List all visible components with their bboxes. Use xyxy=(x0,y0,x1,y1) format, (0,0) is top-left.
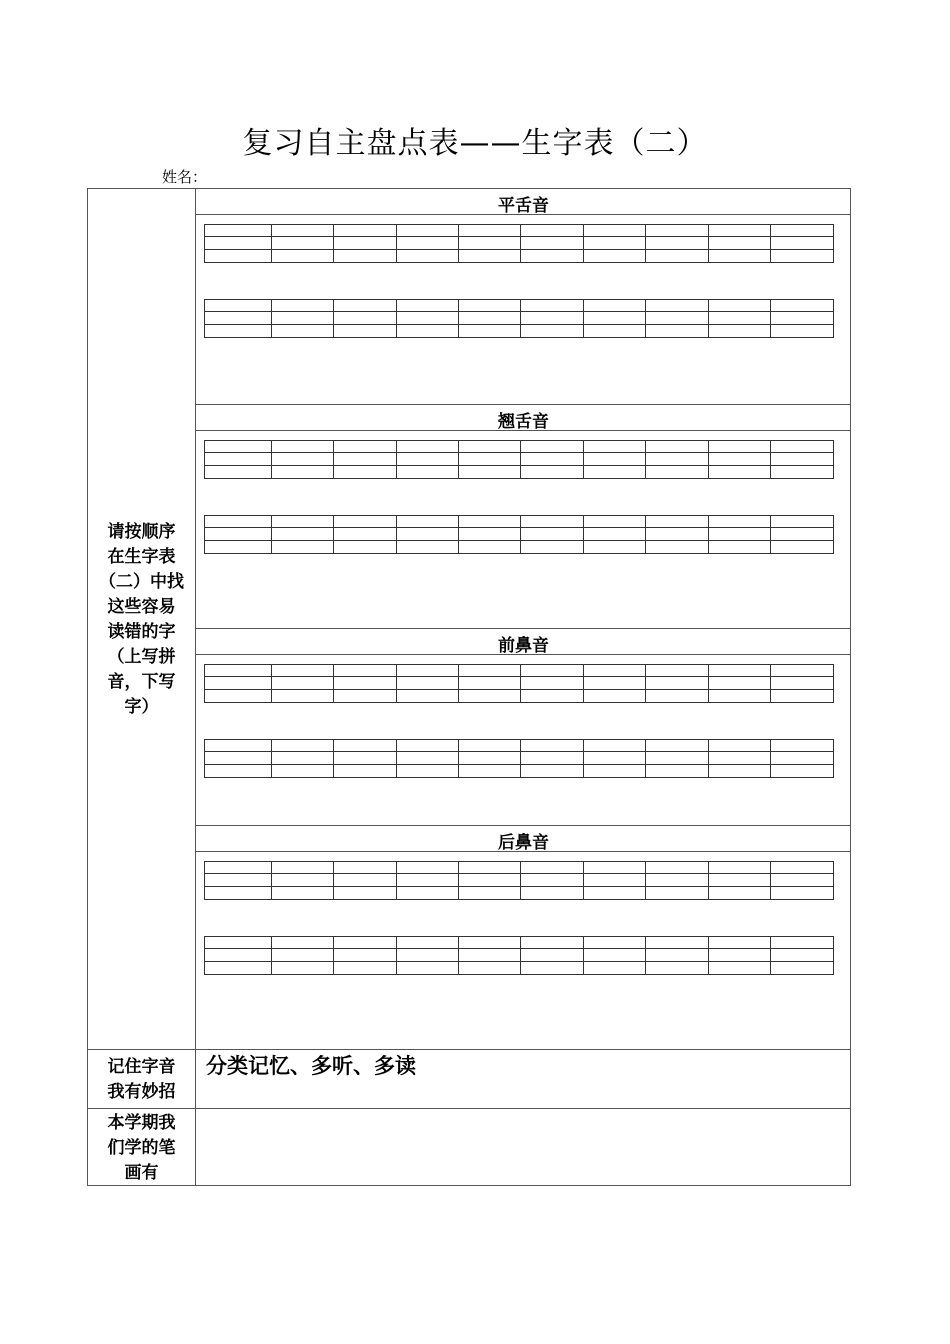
grid-line xyxy=(204,751,834,752)
grid-line xyxy=(204,324,834,325)
grid-line xyxy=(204,515,834,516)
grid-line xyxy=(396,936,397,975)
grid-line xyxy=(520,440,521,479)
grid-line xyxy=(204,311,834,312)
strokes-label-line: 本学期我 xyxy=(107,1113,176,1133)
strokes-label-line: 画有 xyxy=(124,1163,159,1183)
grid-line xyxy=(520,861,521,900)
grid-line xyxy=(833,936,834,975)
section-header-flat-tongue: 平舌音 xyxy=(498,196,549,216)
grid-line xyxy=(204,262,834,263)
grid-line xyxy=(458,224,459,263)
grid-line xyxy=(396,299,397,338)
grid-line xyxy=(204,702,834,703)
instruction-line: 在生字表 xyxy=(107,547,176,567)
strokes-label xyxy=(88,1111,195,1186)
grid-line xyxy=(204,777,834,778)
section-divider xyxy=(195,404,851,405)
grid-line xyxy=(708,515,709,554)
grid-line xyxy=(458,515,459,554)
grid-line xyxy=(396,664,397,703)
grid-line xyxy=(708,299,709,338)
grid-line xyxy=(204,861,834,862)
writing-grid[interactable] xyxy=(204,861,834,900)
grid-line xyxy=(204,961,834,962)
strokes-label-line: 们学的笔 xyxy=(107,1138,176,1158)
grid-line xyxy=(204,553,834,554)
grid-line xyxy=(333,936,334,975)
grid-line xyxy=(458,440,459,479)
grid-line xyxy=(204,689,834,690)
grid-line xyxy=(458,936,459,975)
grid-line xyxy=(708,664,709,703)
grid-line xyxy=(271,440,272,479)
grid-line xyxy=(833,440,834,479)
grid-line xyxy=(204,899,834,900)
grid-line xyxy=(770,664,771,703)
grid-line xyxy=(458,299,459,338)
grid-line xyxy=(770,299,771,338)
grid-line xyxy=(204,739,205,778)
grid-line xyxy=(204,224,834,225)
instruction-line: （上写拼 xyxy=(107,647,176,667)
grid-line xyxy=(770,440,771,479)
section-header-retroflex: 翘舌音 xyxy=(498,412,549,432)
grid-line xyxy=(458,861,459,900)
grid-line xyxy=(396,861,397,900)
grid-line xyxy=(333,299,334,338)
grid-line xyxy=(770,936,771,975)
grid-line xyxy=(583,936,584,975)
name-label: 姓名： xyxy=(162,168,208,186)
instruction-text xyxy=(88,520,195,720)
grid-line xyxy=(204,948,834,949)
grid-line xyxy=(833,515,834,554)
grid-line xyxy=(645,739,646,778)
table-border-right xyxy=(850,188,851,1186)
grid-line xyxy=(520,664,521,703)
writing-grid[interactable] xyxy=(204,515,834,554)
instruction-line: 音，下写 xyxy=(107,672,176,692)
grid-line xyxy=(271,515,272,554)
instruction-line: 读错的字 xyxy=(107,622,176,642)
grid-line xyxy=(583,739,584,778)
grid-line xyxy=(204,452,834,453)
grid-line xyxy=(583,515,584,554)
section-divider xyxy=(195,825,851,826)
grid-line xyxy=(204,224,205,263)
grid-line xyxy=(204,861,205,900)
grid-line xyxy=(396,224,397,263)
grid-line xyxy=(520,739,521,778)
grid-line xyxy=(520,936,521,975)
grid-line xyxy=(204,936,834,937)
grid-line xyxy=(204,337,834,338)
section-header-back-nasal: 后鼻音 xyxy=(498,833,549,853)
grid-line xyxy=(333,224,334,263)
instruction-line: 请按顺序 xyxy=(107,522,176,542)
table-border-bottom xyxy=(87,1185,851,1186)
grid-line xyxy=(708,936,709,975)
memory-label-line: 我有妙招 xyxy=(107,1082,176,1102)
grid-line xyxy=(204,299,834,300)
grid-line xyxy=(770,739,771,778)
grid-line xyxy=(645,861,646,900)
grid-line xyxy=(204,249,834,250)
grid-line xyxy=(583,224,584,263)
grid-line xyxy=(204,465,834,466)
grid-line xyxy=(204,936,205,975)
instruction-line: （二）中找 xyxy=(99,572,184,592)
writing-grid[interactable] xyxy=(204,739,834,778)
writing-grid[interactable] xyxy=(204,299,834,338)
grid-line xyxy=(204,664,205,703)
grid-line xyxy=(204,440,834,441)
grid-line xyxy=(204,236,834,237)
grid-line xyxy=(204,974,834,975)
grid-line xyxy=(583,299,584,338)
grid-line xyxy=(333,515,334,554)
grid-line xyxy=(333,861,334,900)
writing-grid[interactable] xyxy=(204,440,834,479)
grid-line xyxy=(204,515,205,554)
writing-grid[interactable] xyxy=(204,936,834,975)
grid-line xyxy=(645,664,646,703)
grid-line xyxy=(645,440,646,479)
section-header-front-nasal: 前鼻音 xyxy=(498,636,549,656)
grid-line xyxy=(204,664,834,665)
grid-line xyxy=(770,224,771,263)
row-divider xyxy=(87,1049,851,1050)
grid-line xyxy=(770,515,771,554)
grid-line xyxy=(833,664,834,703)
grid-line xyxy=(271,861,272,900)
strokes-answer-area[interactable] xyxy=(197,1110,849,1184)
memory-label-line: 记住字音 xyxy=(107,1057,176,1077)
grid-line xyxy=(458,739,459,778)
grid-line xyxy=(204,764,834,765)
instruction-line: 字） xyxy=(124,697,159,717)
grid-line xyxy=(204,527,834,528)
grid-line xyxy=(396,440,397,479)
grid-line xyxy=(204,540,834,541)
writing-grid[interactable] xyxy=(204,664,834,703)
grid-line xyxy=(204,676,834,677)
page-title: 复习自主盘点表——生字表（二） xyxy=(242,126,708,161)
grid-line xyxy=(833,861,834,900)
grid-line xyxy=(833,739,834,778)
grid-line xyxy=(708,739,709,778)
column-divider xyxy=(195,188,196,1186)
grid-line xyxy=(645,936,646,975)
grid-line xyxy=(271,664,272,703)
grid-line xyxy=(708,440,709,479)
grid-line xyxy=(271,224,272,263)
grid-line xyxy=(204,886,834,887)
grid-line xyxy=(520,299,521,338)
grid-line xyxy=(708,861,709,900)
grid-line xyxy=(333,440,334,479)
grid-line xyxy=(333,664,334,703)
memory-label xyxy=(88,1055,195,1105)
grid-line xyxy=(333,739,334,778)
grid-line xyxy=(645,299,646,338)
grid-line xyxy=(833,224,834,263)
grid-line xyxy=(204,739,834,740)
row-divider xyxy=(87,1108,851,1109)
grid-line xyxy=(520,224,521,263)
grid-line xyxy=(583,861,584,900)
writing-grid[interactable] xyxy=(204,224,834,263)
grid-line xyxy=(645,224,646,263)
grid-line xyxy=(204,440,205,479)
section-divider xyxy=(195,628,851,629)
table-border-top xyxy=(87,188,851,189)
grid-line xyxy=(770,861,771,900)
grid-line xyxy=(833,299,834,338)
grid-line xyxy=(520,515,521,554)
grid-line xyxy=(583,440,584,479)
instruction-line: 这些容易 xyxy=(107,597,176,617)
grid-line xyxy=(645,515,646,554)
grid-line xyxy=(204,478,834,479)
grid-line xyxy=(396,739,397,778)
grid-line xyxy=(271,739,272,778)
grid-line xyxy=(271,299,272,338)
grid-line xyxy=(708,224,709,263)
grid-line xyxy=(396,515,397,554)
grid-line xyxy=(458,664,459,703)
grid-line xyxy=(204,299,205,338)
grid-line xyxy=(271,936,272,975)
grid-line xyxy=(204,873,834,874)
memory-answer[interactable]: 分类记忆、多听、多读 xyxy=(206,1054,416,1078)
grid-line xyxy=(583,664,584,703)
